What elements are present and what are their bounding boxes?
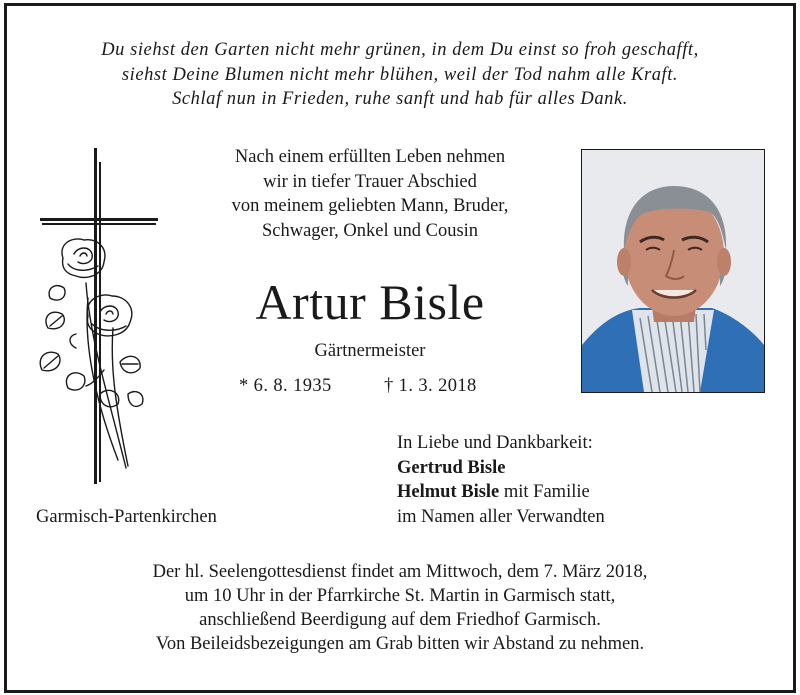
service-line: anschließend Beerdigung auf dem Friedhof Garmisch. (199, 610, 601, 630)
birth-date: * 6. 8. 1935 (239, 376, 332, 396)
service-line: Von Beileidsbezeigungen am Grab bitten wir Abstand zu nehmen. (155, 634, 645, 654)
poem-line: Schlaf nun in Frieden, ruhe sanft und hab für alles Dank. (172, 89, 628, 109)
mourners-closing: im Namen aller Verwandten (397, 506, 605, 527)
intro-line: Schwager, Onkel und Cousin (261, 220, 479, 241)
death-date: † 1. 3. 2018 (384, 376, 477, 396)
mourner-suffix: mit Familie (499, 482, 590, 502)
intro-line: Nach einem erfüllten Leben nehmen (234, 147, 506, 167)
mourners-heading: In Liebe und Dankbarkeit: (397, 433, 593, 453)
portrait-photo (581, 149, 765, 393)
service-line: um 10 Uhr in der Pfarrkirche St. Martin in Garmisch statt, (184, 586, 616, 606)
intro-line: wir in tiefer Trauer Abschied (263, 171, 477, 192)
mourner-name: Helmut Bisle (397, 482, 500, 502)
cross-with-roses-icon (28, 148, 163, 488)
poem (0, 38, 800, 112)
deceased-profession: Gärtnermeister (314, 341, 426, 361)
mourner-name: Gertrud Bisle (397, 457, 506, 478)
poem-line: Du siehst den Garten nicht mehr grünen, in dem Du einst so froh geschafft, (101, 40, 699, 60)
mourner-line (397, 480, 605, 505)
intro-line: von meinem geliebten Mann, Bruder, (231, 196, 509, 216)
mourners-block (397, 431, 605, 529)
poem-line: siehst Deine Blumen nicht mehr blühen, weil der Tod nahm alle Kraft. (121, 64, 679, 85)
service-line: Der hl. Seelengottesdienst findet am Mittwoch, dem 7. März 2018, (152, 562, 648, 582)
deceased-name: Artur Bisle (255, 274, 485, 330)
place-name: Garmisch-Partenkirchen (36, 507, 217, 527)
service-info (0, 560, 800, 656)
intro-text (160, 145, 580, 243)
